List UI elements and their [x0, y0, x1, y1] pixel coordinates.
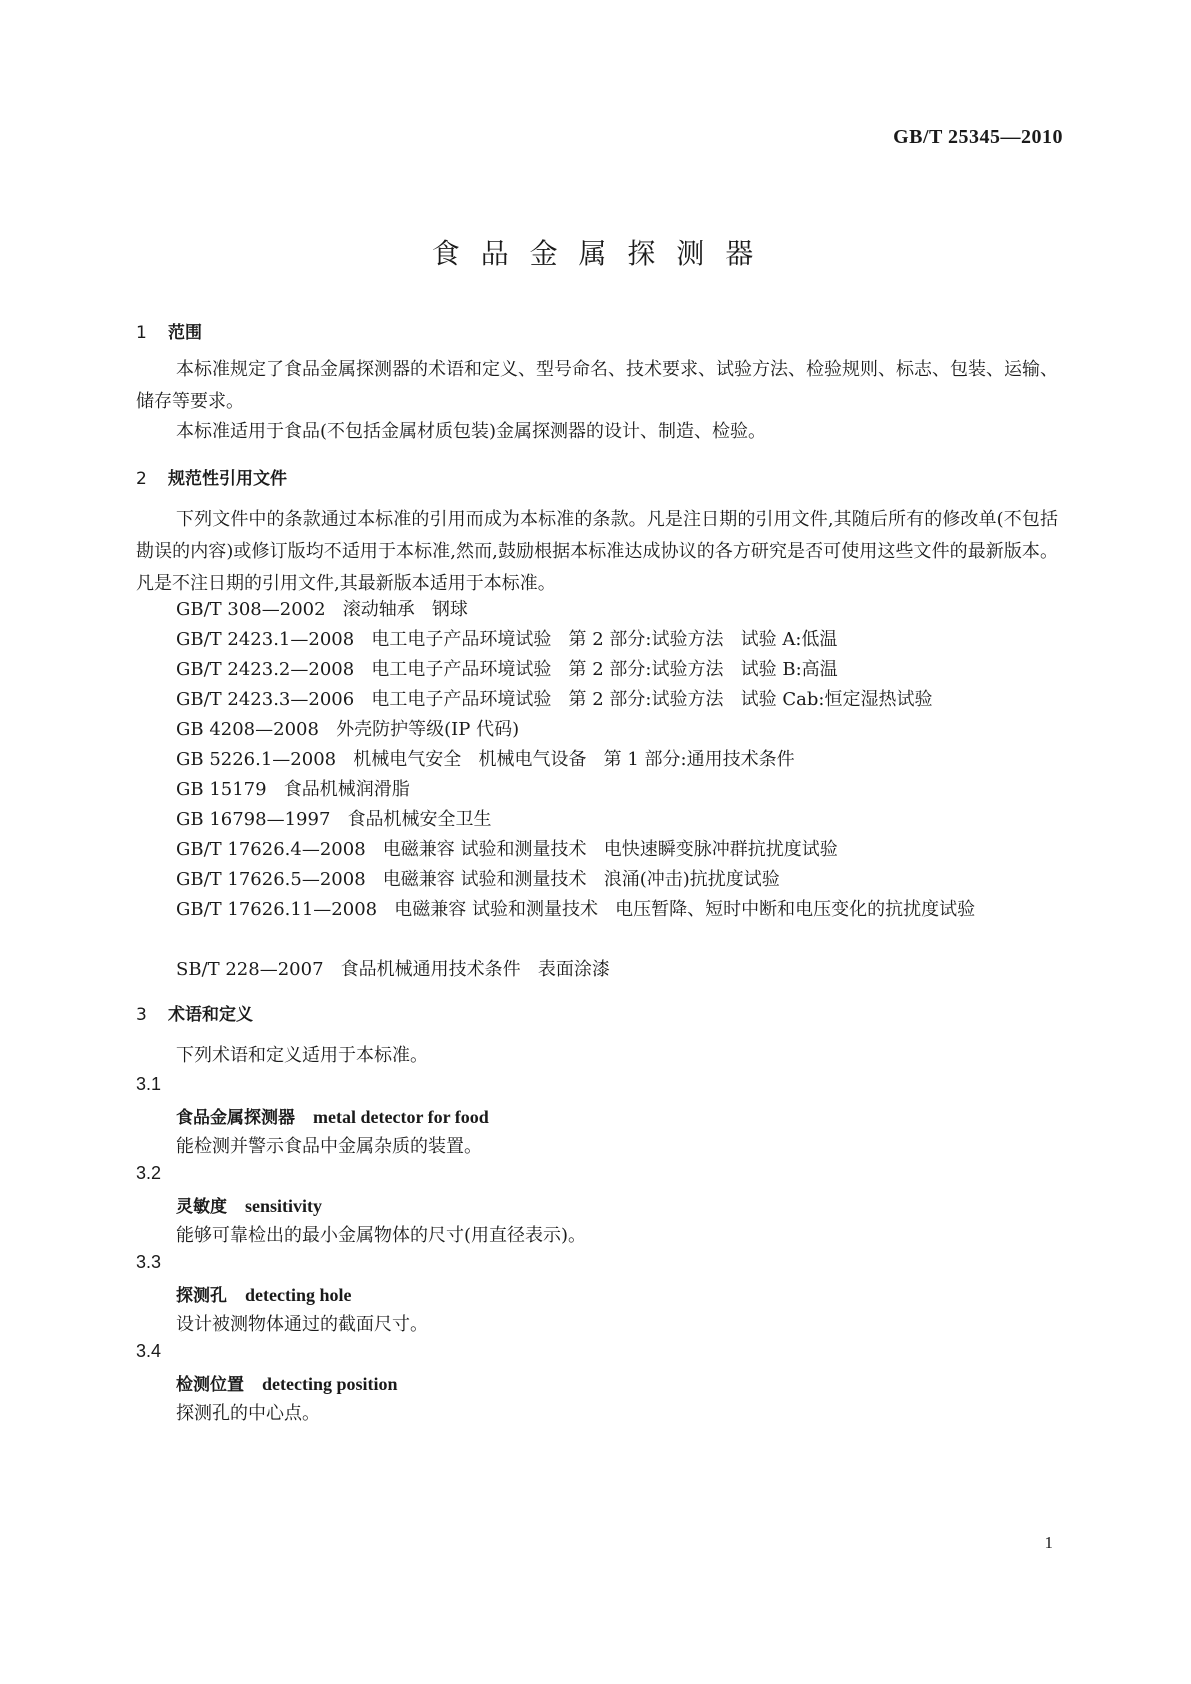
- reference-item-long: GB/T 17626.11—2008 电磁兼容 试验和测量技术 电压暂降、短时中断和电压变化的抗扰度试验: [176, 899, 976, 920]
- section-1-paragraph-1: 本标准规定了食品金属探测器的术语和定义、型号命名、技术要求、试验方法、检验规则、标志、包装、运输、储存等要求。: [136, 359, 1058, 412]
- term-number: 3.3: [136, 1252, 162, 1272]
- term-number: 3.2: [136, 1163, 162, 1183]
- reference-item: GB 15179 食品机械润滑脂: [176, 779, 410, 800]
- term-definition: 能检测并警示食品中金属杂质的装置。: [176, 1136, 482, 1157]
- section-1-heading: [136, 318, 202, 343]
- term-en: sensitivity: [245, 1196, 323, 1216]
- reference-item: GB 4208—2008 外壳防护等级(IP 代码): [176, 719, 520, 740]
- term-definition: 设计被测物体通过的截面尺寸。: [176, 1314, 428, 1335]
- section-title: 规范性引用文件: [168, 469, 287, 489]
- reference-item: GB/T 17626.5—2008 电磁兼容 试验和测量技术 浪涌(冲击)抗扰度试验: [176, 869, 780, 890]
- term-heading: [176, 1370, 398, 1395]
- term-heading: [176, 1281, 351, 1306]
- reference-item: GB/T 308—2002 滚动轴承 钢球: [176, 599, 468, 620]
- page-number: 1: [1044, 1533, 1053, 1552]
- term-number: 3.1: [136, 1074, 162, 1094]
- section-3-heading: [136, 1000, 253, 1025]
- reference-item: GB/T 2423.2—2008 电工电子产品环境试验 第 2 部分:试验方法 试验 B:高温: [176, 659, 838, 680]
- standard-code: GB/T 25345—2010: [893, 126, 1063, 148]
- section-title: 范围: [168, 323, 202, 343]
- section-number: 3: [136, 1005, 147, 1025]
- section-3-paragraph-1: 下列术语和定义适用于本标准。: [176, 1045, 428, 1066]
- reference-item: SB/T 228—2007 食品机械通用技术条件 表面涂漆: [176, 959, 610, 980]
- reference-item: GB 5226.1—2008 机械电气安全 机械电气设备 第 1 部分:通用技术条件: [176, 749, 795, 770]
- term-en: detecting hole: [245, 1285, 352, 1305]
- term-en: detecting position: [262, 1374, 398, 1394]
- term-definition: 探测孔的中心点。: [176, 1403, 320, 1424]
- reference-item: GB/T 2423.1—2008 电工电子产品环境试验 第 2 部分:试验方法 试验 A:低温: [176, 629, 838, 650]
- term-heading: [176, 1192, 322, 1217]
- term-en: metal detector for food: [313, 1107, 489, 1127]
- reference-item: GB/T 17626.4—2008 电磁兼容 试验和测量技术 电快速瞬变脉冲群抗扰度试验: [176, 839, 838, 860]
- reference-item: GB/T 2423.3—2006 电工电子产品环境试验 第 2 部分:试验方法 试验 Cab:恒定湿热试验: [176, 689, 933, 710]
- term-zh: 检测位置: [176, 1375, 244, 1395]
- term-number: 3.4: [136, 1341, 162, 1361]
- term-zh: 食品金属探测器: [176, 1108, 295, 1128]
- term-heading: [176, 1103, 489, 1128]
- section-2-heading: [136, 464, 287, 489]
- term-zh: 探测孔: [176, 1286, 227, 1306]
- term-zh: 灵敏度: [176, 1197, 227, 1217]
- section-number: 2: [136, 469, 147, 489]
- term-definition: 能够可靠检出的最小金属物体的尺寸(用直径表示)。: [176, 1225, 587, 1246]
- section-number: 1: [136, 323, 147, 343]
- reference-item: GB 16798—1997 食品机械安全卫生: [176, 809, 492, 830]
- section-2-paragraph-1: 下列文件中的条款通过本标准的引用而成为本标准的条款。凡是注日期的引用文件,其随后所有的修改单(不包括勘误的内容)或修订版均不适用于本标准,然而,鼓励根据本标准达成协议的各方研究是否可使用这些文件的最新版本。凡是不注日期的引用文件,其最新版本适用于本标准。: [136, 509, 1058, 594]
- document-title: 食 品 金 属 探 测 器: [431, 237, 760, 270]
- section-title: 术语和定义: [168, 1005, 253, 1025]
- section-1-paragraph-2: 本标准适用于食品(不包括金属材质包装)金属探测器的设计、制造、检验。: [176, 421, 767, 442]
